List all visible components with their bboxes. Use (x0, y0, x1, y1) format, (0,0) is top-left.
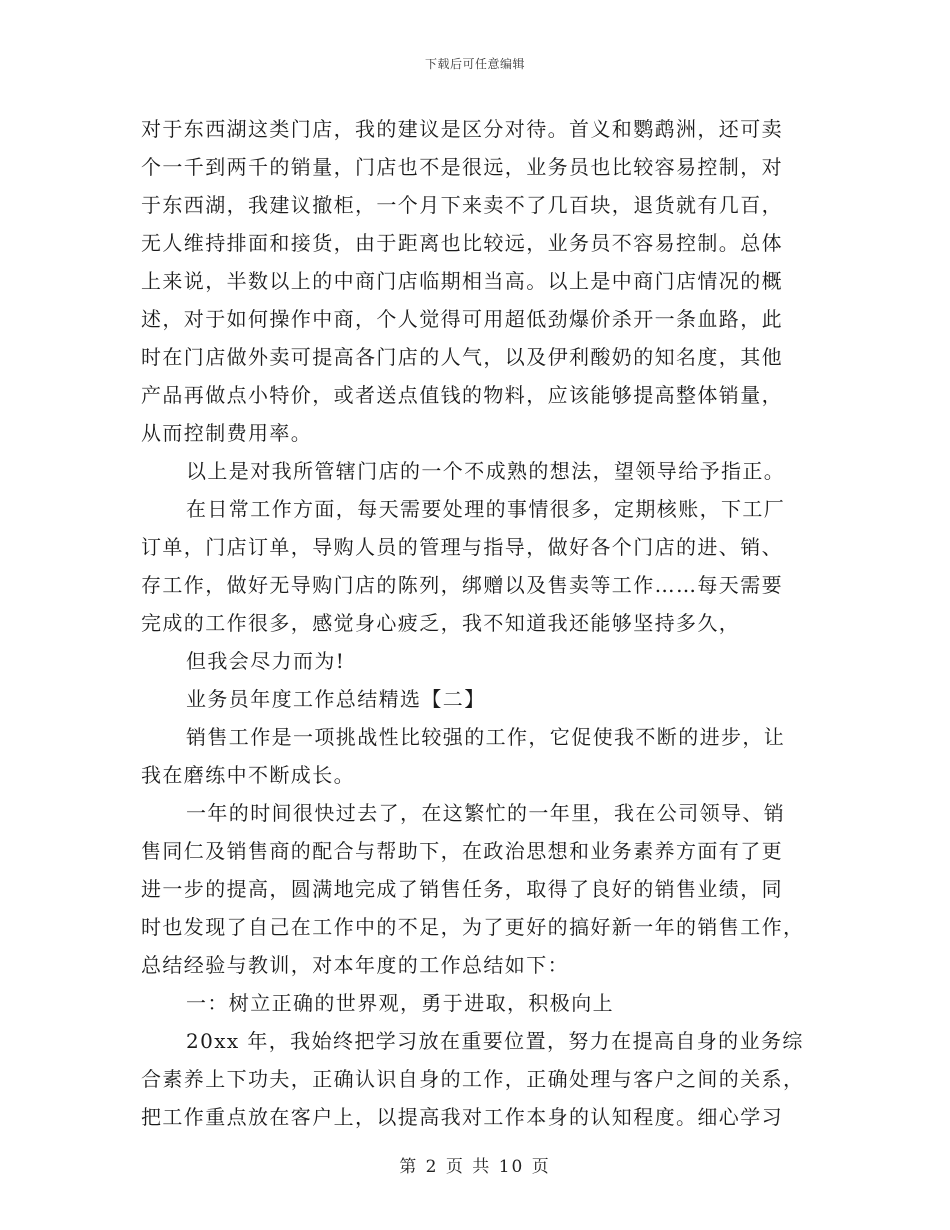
paragraph-line: 订单，门店订单，导购人员的管理与指导，做好各个门店的进、销、 (141, 535, 783, 559)
paragraph-line: 把工作重点放在客户上，以提高我对工作本身的认知程度。细心学习 (141, 1105, 783, 1129)
paragraph-line: 产品再做点小特价，或者送点值钱的物料，应该能够提高整体销量， (141, 383, 783, 407)
paragraph-line: 以上是对我所管辖门店的一个不成熟的想法，望领导给予指正。 (186, 459, 786, 483)
paragraph-line: 在日常工作方面，每天需要处理的事情很多，定期核账，下工厂 (186, 497, 786, 521)
paragraph-line: 完成的工作很多，感觉身心疲乏，我不知道我还能够坚持多久， (141, 611, 741, 635)
paragraph-line: 进一步的提高，圆满地完成了销售任务，取得了良好的销售业绩，同 (141, 877, 783, 901)
paragraph-line: 合素养上下功夫，正确认识自身的工作，正确处理与客户之间的关系， (141, 1067, 805, 1091)
subsection-heading: 一：树立正确的世界观，勇于进取，积极向上 (186, 991, 614, 1015)
paragraph-line: 20xx 年，我始终把学习放在重要位置，努力在提高自身的业务综 (186, 1029, 804, 1053)
paragraph-line: 无人维持排面和接货，由于距离也比较远，业务员不容易控制。总体 (141, 231, 783, 255)
paragraph-line: 存工作，做好无导购门店的陈列，绑赠以及售卖等工作……每天需要 (141, 573, 783, 597)
paragraph-line: 个一千到两千的销量，门店也不是很远，业务员也比较容易控制，对 (141, 155, 783, 179)
page-header: 下载后可任意编辑 (424, 57, 525, 71)
paragraph-line: 上来说，半数以上的中商门店临期相当高。以上是中商门店情况的概 (141, 269, 783, 293)
paragraph-line: 一年的时间很快过去了，在这繁忙的一年里，我在公司领导、销 (186, 801, 786, 825)
paragraph-line: 时也发现了自己在工作中的不足，为了更好的搞好新一年的销售工作， (141, 915, 805, 939)
paragraph-line: 对于东西湖这类门店，我的建议是区分对待。首义和鹦鹉洲，还可卖 (141, 117, 783, 141)
page-number-footer: 第 2 页 共 10 页 (399, 1157, 551, 1177)
paragraph-line: 总结经验与教训，对本年度的工作总结如下： (141, 953, 569, 977)
paragraph-line: 但我会尽力而为! (186, 649, 346, 673)
section-heading: 业务员年度工作总结精选【二】 (186, 687, 486, 711)
paragraph-line: 从而控制费用率。 (141, 421, 313, 445)
paragraph-line: 我在磨练中不断成长。 (141, 763, 355, 787)
paragraph-line: 销售工作是一项挑战性比较强的工作，它促使我不断的进步，让 (186, 725, 786, 749)
paragraph-line: 时在门店做外卖可提高各门店的人气，以及伊利酸奶的知名度，其他 (141, 345, 783, 369)
paragraph-line: 于东西湖，我建议撤柜，一个月下来卖不了几百块，退货就有几百， (141, 193, 783, 217)
document-body (141, 110, 811, 1136)
paragraph-line: 售同仁及销售商的配合与帮助下，在政治思想和业务素养方面有了更 (141, 839, 783, 863)
paragraph-line: 述，对于如何操作中商，个人觉得可用超低劲爆价杀开一条血路，此 (141, 307, 783, 331)
